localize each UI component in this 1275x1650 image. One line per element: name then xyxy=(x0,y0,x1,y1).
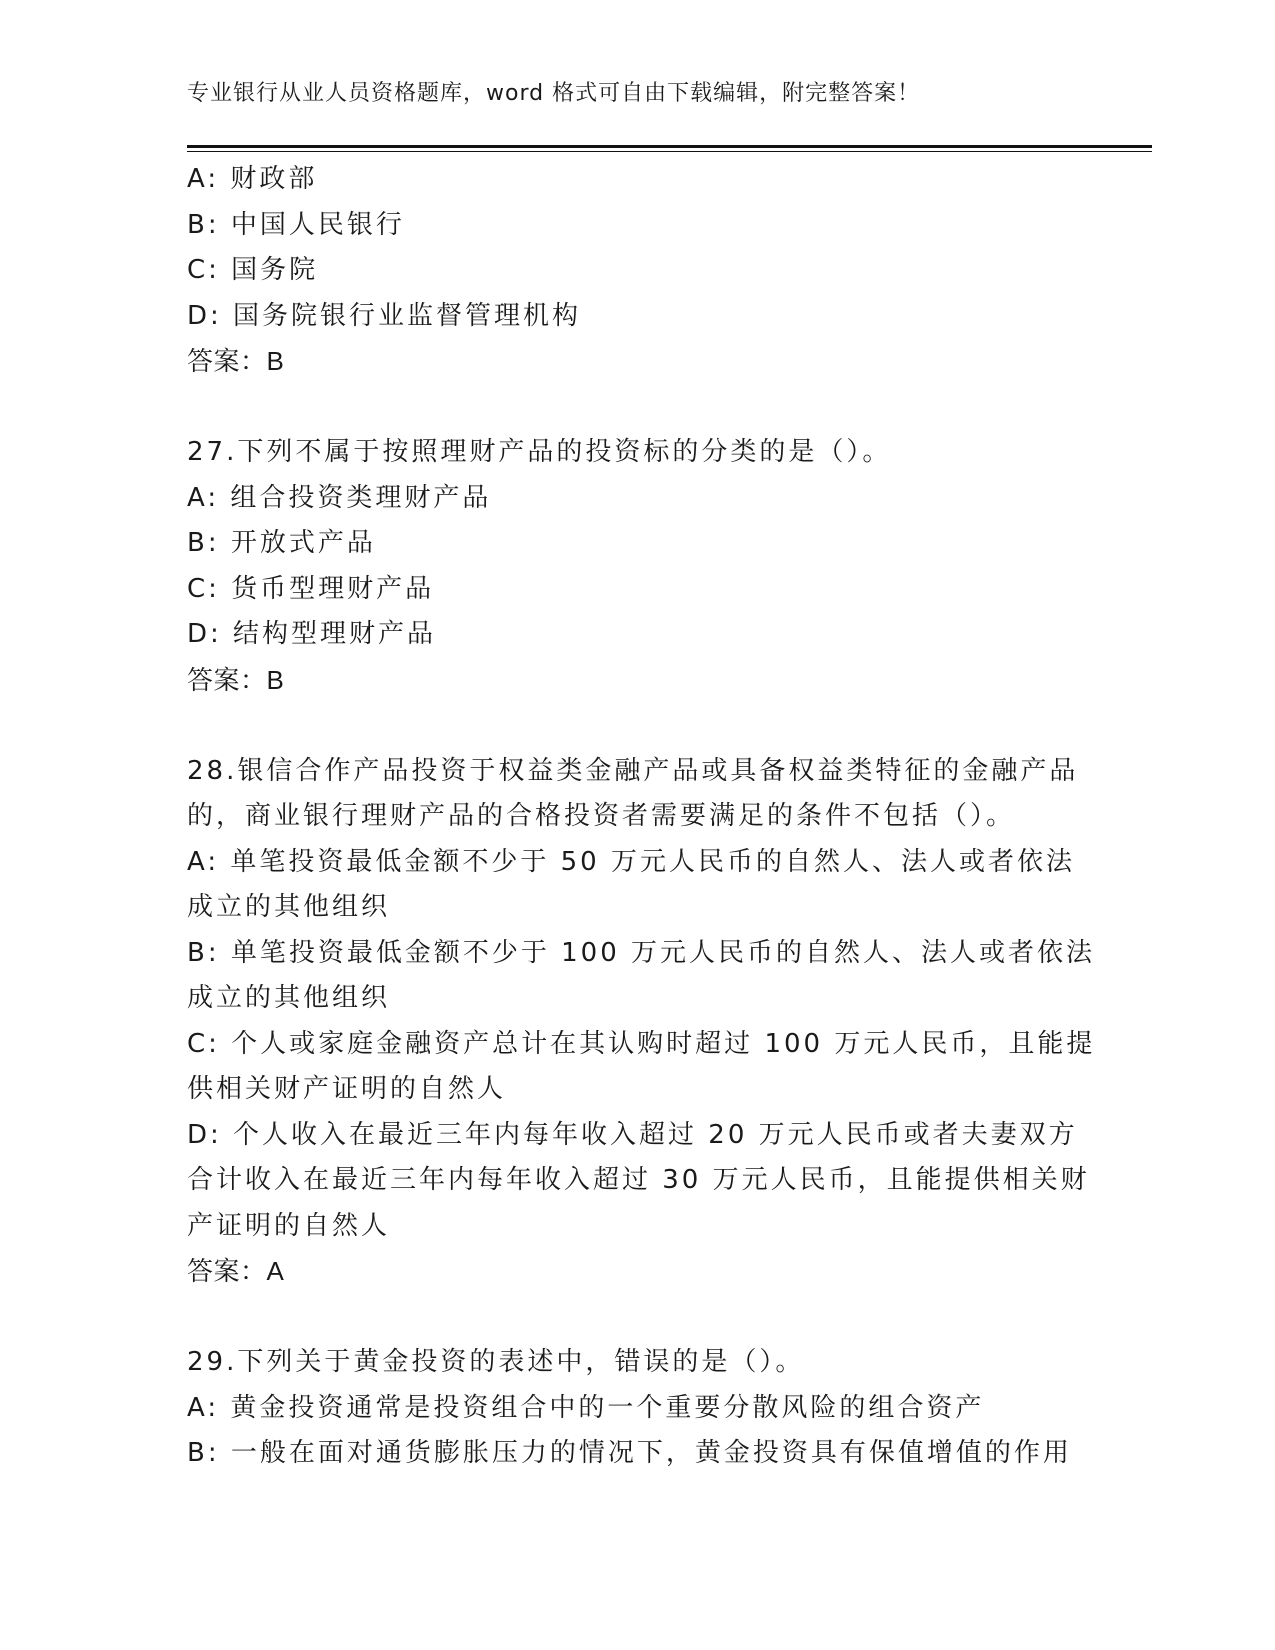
spacer xyxy=(187,385,1087,431)
q28-answer: 答案：A xyxy=(187,1256,285,1286)
spacer xyxy=(187,1295,1087,1341)
q28-option-a-line2: 成立的其他组织 xyxy=(187,892,391,922)
q27-option-c: C: 货币型理财产品 xyxy=(187,573,435,604)
q28-option-d-line3: 产证明的自然人 xyxy=(187,1210,391,1241)
q28-stem-line1: 28.银信合作产品投资于权益类金融产品或具备权益类特征的金融产品 xyxy=(187,755,1079,786)
page-header: 专业银行从业人员资格题库，word 格式可自由下载编辑，附完整答案！ xyxy=(187,81,921,106)
question-29 xyxy=(187,1340,1087,1477)
q26-option-d: D: 国务院银行业监督管理机构 xyxy=(187,300,582,331)
q28-option-d-line1: D: 个人收入在最近三年内每年收入超过 20 万元人民币或者夫妻双方 xyxy=(187,1119,1078,1150)
question-26 xyxy=(187,157,1087,385)
spacer xyxy=(187,703,1087,749)
q27-option-b: B: 开放式产品 xyxy=(187,528,376,558)
q27-option-d: D: 结构型理财产品 xyxy=(187,619,437,649)
q26-option-b: B: 中国人民银行 xyxy=(187,209,405,240)
q27-answer: 答案：B xyxy=(187,664,285,695)
q26-option-a: A: 财政部 xyxy=(187,164,318,194)
q29-stem: 29.下列关于黄金投资的表述中，错误的是（）。 xyxy=(187,1347,805,1377)
header-rule-thin xyxy=(187,151,1152,152)
q27-option-a: A: 组合投资类理财产品 xyxy=(187,482,492,513)
q28-stem-line2: 的，商业银行理财产品的合格投资者需要满足的条件不包括（）。 xyxy=(187,801,1016,831)
q28-option-c-line2: 供相关财产证明的自然人 xyxy=(187,1074,507,1104)
q28-option-c-line1: C: 个人或家庭金融资产总计在其认购时超过 100 万元人民币，且能提 xyxy=(187,1028,1096,1059)
q27-stem: 27.下列不属于按照理财产品的投资标的分类的是（）。 xyxy=(187,437,892,467)
q29-option-b: B: 一般在面对通货膨胀压力的情况下，黄金投资具有保值增值的作用 xyxy=(187,1438,1072,1468)
header-rule-thick xyxy=(187,145,1152,148)
q26-option-c: C: 国务院 xyxy=(187,255,319,285)
question-27 xyxy=(187,430,1087,703)
q29-option-a: A: 黄金投资通常是投资组合中的一个重要分散风险的组合资产 xyxy=(187,1392,985,1423)
q28-option-d-line2: 合计收入在最近三年内每年收入超过 30 万元人民币，且能提供相关财 xyxy=(187,1165,1090,1195)
q28-option-a-line1: A: 单笔投资最低金额不少于 50 万元人民币的自然人、法人或者依法 xyxy=(187,846,1075,877)
q28-option-b-line2: 成立的其他组织 xyxy=(187,983,391,1013)
question-content xyxy=(187,157,1096,1477)
question-28 xyxy=(187,749,1096,1295)
q26-answer: 答案：B xyxy=(187,346,285,376)
q28-option-b-line1: B: 单笔投资最低金额不少于 100 万元人民币的自然人、法人或者依法 xyxy=(187,937,1096,968)
